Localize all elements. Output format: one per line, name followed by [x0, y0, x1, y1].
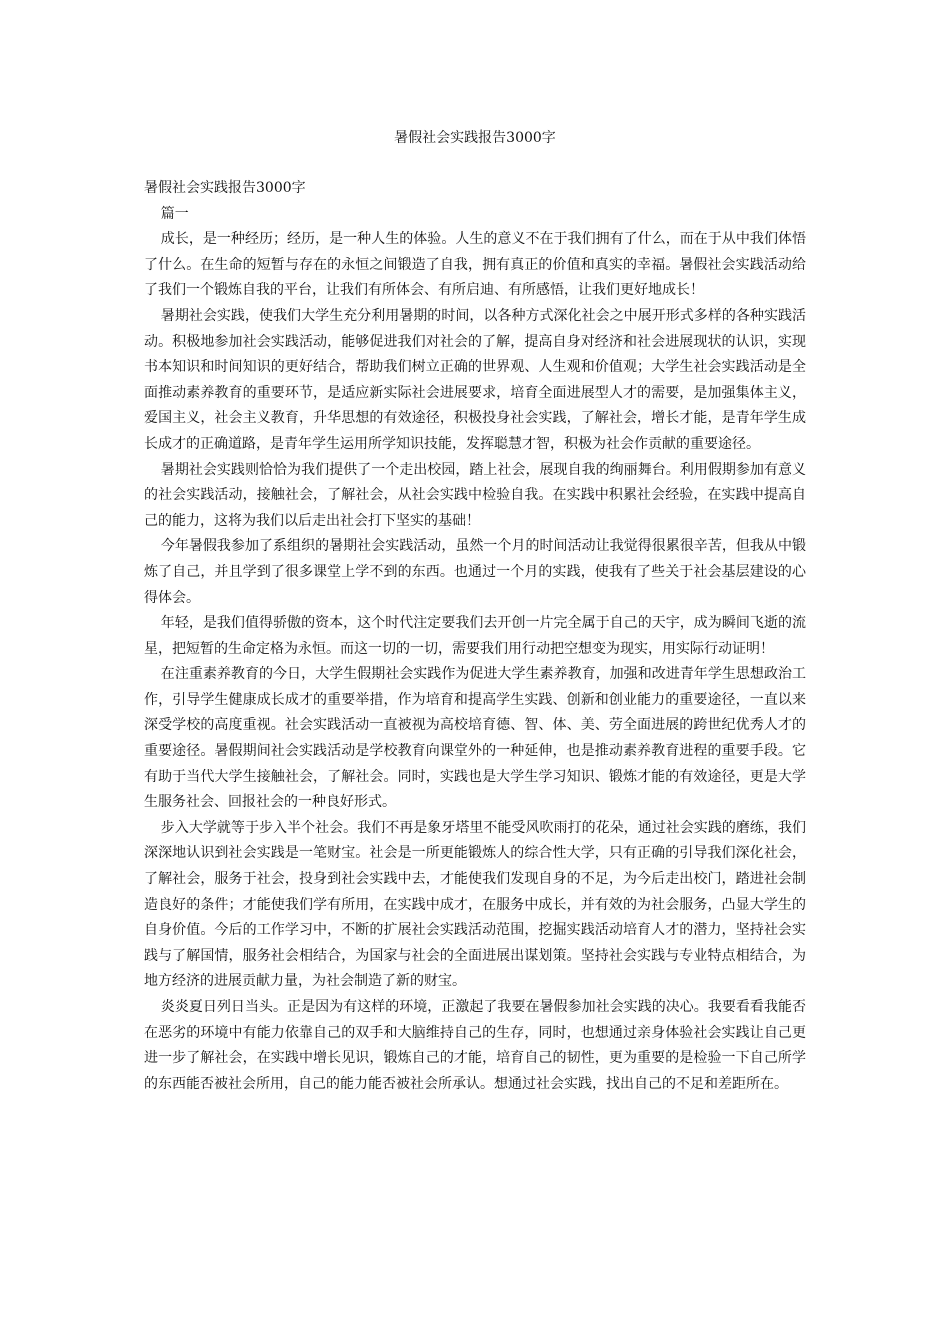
paragraph: 在注重素养教育的今日，大学生假期社会实践作为促进大学生素养教育，加强和改进青年学生思想政治工作，引导学生健康成长成才的重要举措，作为培育和提高学生实践、创新和创业能力的重要途径，一直以来深受学校的高度重视。社会实践活动一直被视为高校培育德、智、体、美、劳全面进展的跨世纪优秀人才的重要途径。暑假期间社会实践活动是学校教育向课堂外的一种延伸，也是推动素养教育进程的重要手段。它有助于当代大学生接触社会，了解社会。同时，实践也是大学生学习知识、锻炼才能的有效途径，更是大学生服务社会、回报社会的一种良好形式。: [144, 666, 806, 811]
paragraph: 步入大学就等于步入半个社会。我们不再是象牙塔里不能受风吹雨打的花朵，通过社会实践的磨练，我们深深地认识到社会实践是一笔财宝。社会是一所更能锻炼人的综合性大学，只有正确的引导我们深化社会，了解社会，服务于社会，投身到社会实践中去，才能使我们发现自身的不足，为今后走出校门，踏进社会制造良好的条件；才能使我们学有所用，在实践中成才，在服务中成长，并有效的为社会服务，凸显大学生的自身价值。今后的工作学习中，不断的扩展社会实践活动范围，挖掘实践活动培育人才的潜力，坚持社会实践与了解国情，服务社会相结合，为国家与社会的全面进展出谋划策。坚持社会实践与专业特点相结合，为地方经济的进展贡献力量，为社会制造了新的财宝。: [144, 819, 806, 990]
section-label: 篇一: [160, 205, 189, 222]
paragraph: 今年暑假我参加了系组织的暑期社会实践活动，虽然一个月的时间活动让我觉得很累很辛苦，但我从中锻炼了自己，并且学到了很多课堂上学不到的东西。也通过一个月的实践，使我有了些关于社会基层建设的心得体会。: [144, 538, 806, 606]
document-subtitle: 暑假社会实践报告3000字: [144, 180, 306, 196]
paragraph: 成长，是一种经历；经历，是一种人生的体验。人生的意义不在于我们拥有了什么，而在于从中我们体悟了什么。在生命的短暂与存在的永恒之间锻造了自我，拥有真正的价值和真实的幸福。暑假社会实践活动给了我们一个锻炼自我的平台，让我们有所体会、有所启迪、有所感悟，让我们更好地成长！: [144, 231, 806, 299]
paragraph: 炎炎夏日列日当头。正是因为有这样的环境，正激起了我要在暑假参加社会实践的决心。我要看看我能否在恶劣的环境中有能力依靠自己的双手和大脑维持自己的生存，同时，也想通过亲身体验社会实践让自己更进一步了解社会，在实践中增长见识，锻炼自己的才能，培育自己的韧性，更为重要的是检验一下自己所学的东西能否被社会所用，自己的能力能否被社会所承认。想通过社会实践，找出自己的不足和差距所在。: [144, 999, 806, 1092]
paragraph: 暑期社会实践则恰恰为我们提供了一个走出校园，踏上社会，展现自我的绚丽舞台。利用假期参加有意义的社会实践活动，接触社会，了解社会，从社会实践中检验自我。在实践中积累社会经验，在实践中提高自己的能力，这将为我们以后走出社会打下坚实的基础！: [144, 461, 806, 529]
document-body: [144, 176, 806, 1097]
paragraph: 年轻，是我们值得骄傲的资本，这个时代注定要我们去开创一片完全属于自己的天宇，成为瞬间飞逝的流星，把短暂的生命定格为永恒。而这一切的一切，需要我们用行动把空想变为现实，用实际行动证明！: [144, 615, 806, 657]
paragraph: 暑期社会实践，使我们大学生充分利用暑期的时间，以各种方式深化社会之中展开形式多样的各种实践活动。积极地参加社会实践活动，能够促进我们对社会的了解，提高自身对经济和社会进展现状的认识，实现书本知识和时间知识的更好结合，帮助我们树立正确的世界观、人生观和价值观；大学生社会实践活动是全面推动素养教育的重要环节，是适应新实际社会进展要求，培育全面进展型人才的需要，是加强集体主义，爱国主义，社会主义教育，升华思想的有效途径，积极投身社会实践，了解社会，增长才能，是青年学生成长成才的正确道路，是青年学生运用所学知识技能，发挥聪慧才智，积极为社会作贡献的重要途径。: [144, 307, 806, 452]
document-title: 暑假社会实践报告3000字: [394, 130, 556, 146]
